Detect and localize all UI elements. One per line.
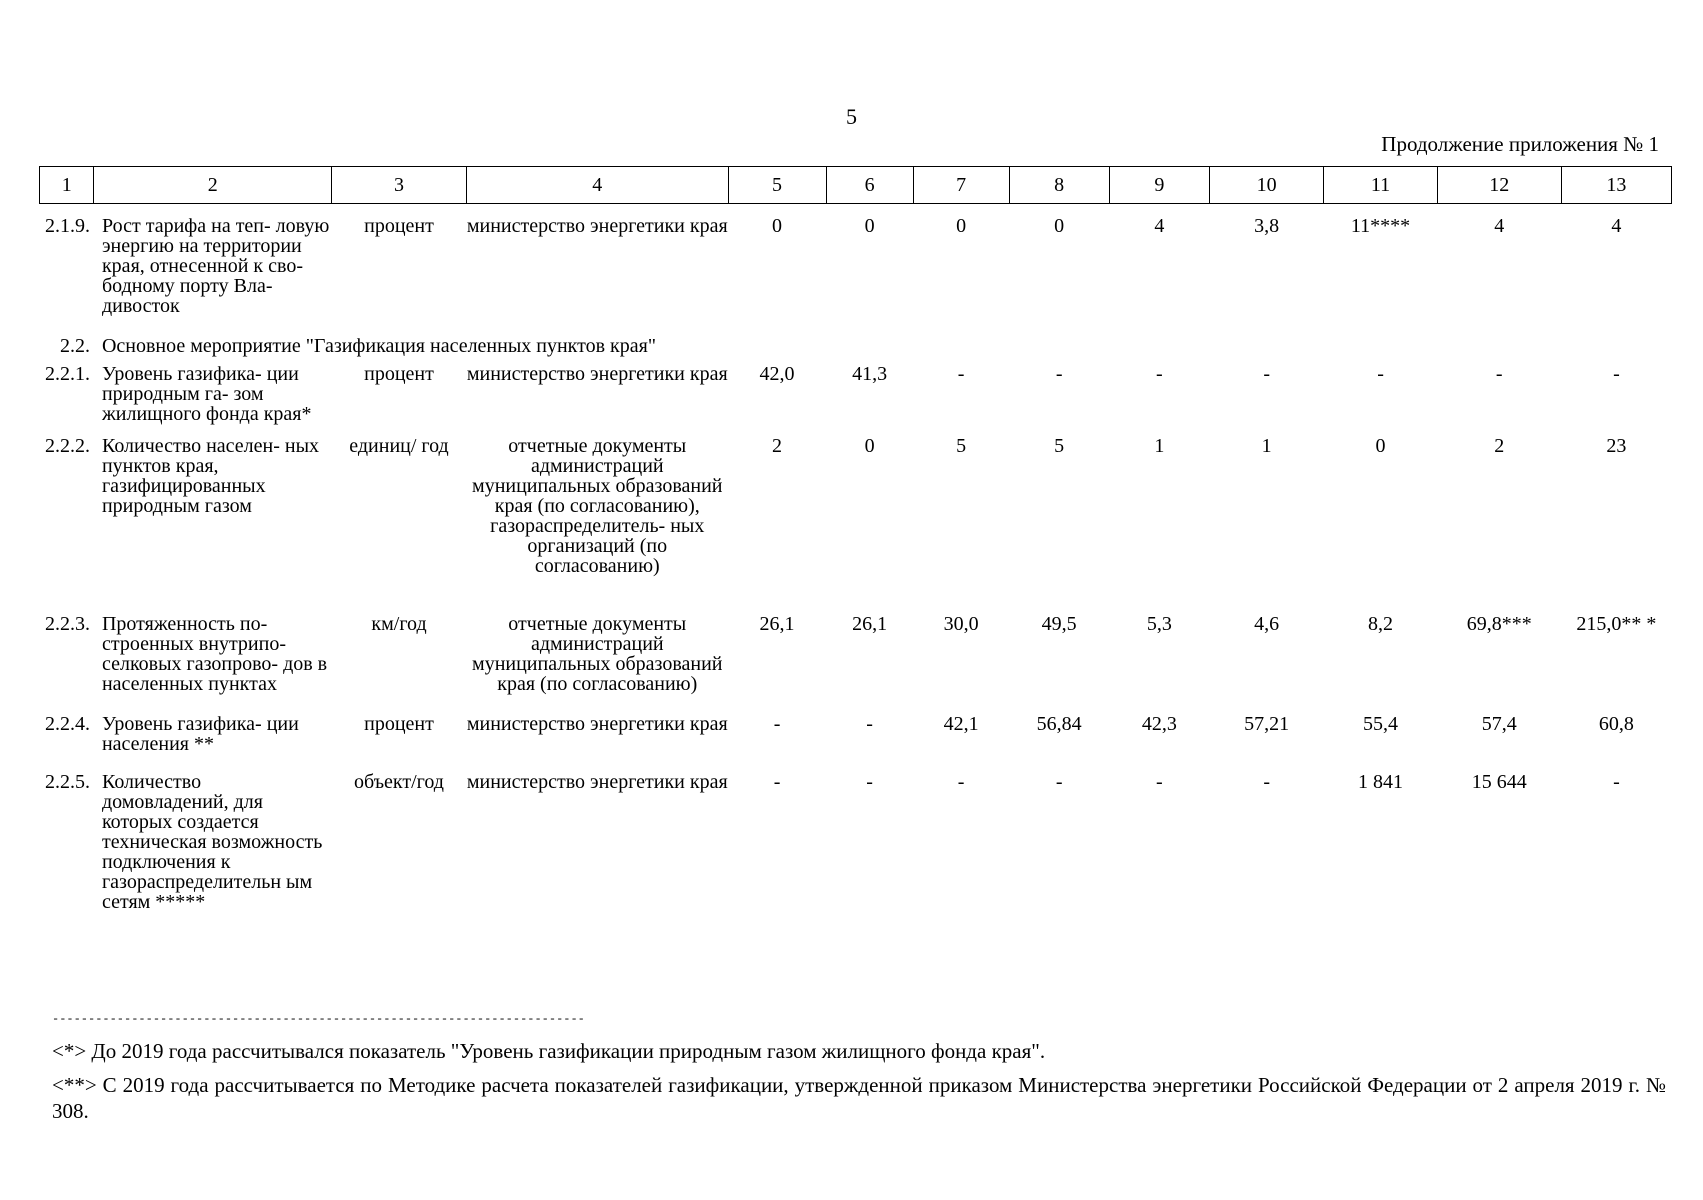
column-header: 9 (1109, 167, 1209, 204)
section-title: Основное мероприятие "Газификация населенных пунктов края" (101, 334, 657, 357)
column-header: 8 (1009, 167, 1109, 204)
value-cell: - (866, 770, 873, 793)
value-cell: 4 (1611, 215, 1622, 237)
table-row (40, 356, 1672, 428)
value-cell: 55,4 (1363, 712, 1399, 735)
table-row (40, 588, 1672, 694)
value-cell: 0 (864, 215, 875, 237)
footnote-2: <**> С 2019 года рассчитывается по Методике расчета показателей газификации, утвержденной приказом Министерства энергетики Российской Федерации от 2 апреля 2019 г. № 308. (52, 1073, 1666, 1123)
unit-cell: единиц/ год (349, 434, 449, 457)
indicator-name: Уровень газифика- ции природным га- зом жилищного фонда края* (101, 362, 312, 425)
value-cell: - (866, 712, 873, 735)
unit-cell: процент (364, 712, 434, 735)
footnote-rule: -------------------------------------------------------------------------- (52, 1012, 585, 1026)
value-cell: 30,0 (943, 612, 979, 635)
row-number: 2.2.3. (44, 612, 90, 635)
value-cell: 26,1 (852, 612, 888, 635)
column-header: 3 (331, 167, 466, 204)
indicator-name: Протяженность по- строенных внутрипо- селковых газопрово- дов в населенных пунктах (101, 612, 328, 695)
value-cell: 3,8 (1254, 215, 1280, 237)
column-header: 5 (728, 167, 826, 204)
source-cell: отчетные документы администраций муниципальных образований края (по согласованию) (472, 612, 723, 695)
value-cell: - (1055, 770, 1063, 793)
column-header: 2 (94, 167, 332, 204)
value-cell: 0 (956, 215, 967, 237)
value-cell: 42,3 (1141, 712, 1177, 735)
value-cell: - (1263, 770, 1271, 793)
column-header: 10 (1209, 167, 1323, 204)
value-cell: - (1263, 362, 1271, 385)
column-header: 7 (913, 167, 1009, 204)
source-cell: министерство энергетики края (466, 770, 728, 793)
value-cell: - (1156, 362, 1163, 385)
value-cell: 15 644 (1471, 770, 1527, 793)
unit-cell: км/год (371, 612, 427, 635)
row-number: 2.2.1. (44, 362, 90, 385)
value-cell: 57,4 (1481, 712, 1517, 735)
value-cell: 23 (1606, 434, 1627, 457)
table-row (40, 694, 1672, 754)
row-number: 2.2.5. (44, 770, 90, 793)
value-cell: 1 (1154, 434, 1165, 457)
section-row (40, 326, 1672, 356)
value-cell: 69,8*** (1466, 612, 1532, 635)
footnotes (52, 1006, 1666, 1132)
value-cell: 42,1 (943, 712, 979, 735)
row-number: 2.2.4. (44, 712, 90, 735)
value-cell: 2 (772, 434, 783, 457)
value-cell: 0 (1054, 215, 1065, 237)
row-number: 2.2. (59, 334, 90, 357)
value-cell: 215,0** * (1576, 612, 1657, 635)
column-header: 11 (1324, 167, 1437, 204)
column-header: 12 (1437, 167, 1561, 204)
indicators-table (39, 166, 1672, 914)
value-cell: 60,8 (1598, 712, 1634, 735)
table-row (40, 204, 1672, 326)
column-header: 6 (826, 167, 913, 204)
unit-cell: объект/год (354, 770, 444, 793)
value-cell: - (773, 712, 781, 735)
value-cell: 4,6 (1254, 612, 1280, 635)
value-cell: 11**** (1350, 215, 1411, 237)
source-cell: министерство энергетики края (466, 362, 728, 385)
value-cell: - (1377, 362, 1384, 385)
value-cell: - (773, 770, 781, 793)
value-cell: - (957, 770, 965, 793)
value-cell: 4 (1494, 215, 1505, 237)
value-cell: 0 (1375, 434, 1386, 457)
row-number: 2.1.9. (44, 215, 90, 237)
value-cell: - (1613, 770, 1620, 793)
value-cell: 49,5 (1041, 612, 1077, 635)
value-cell: - (1495, 362, 1503, 385)
value-cell: - (1613, 362, 1620, 385)
unit-cell: процент (364, 215, 434, 237)
table-row (40, 428, 1672, 588)
value-cell: 8,2 (1368, 612, 1394, 635)
value-cell: 41,3 (852, 362, 888, 385)
source-cell: министерство энергетики края (466, 712, 728, 735)
value-cell: 42,0 (759, 362, 795, 385)
indicator-name: Количество населен- ных пунктов края, газифицированных природным газом (101, 434, 320, 517)
column-header: 4 (467, 167, 728, 204)
value-cell: 56,84 (1036, 712, 1082, 735)
value-cell: 1 (1261, 434, 1272, 457)
table-row (40, 754, 1672, 914)
value-cell: 5,3 (1146, 612, 1172, 635)
column-header: 13 (1561, 167, 1671, 204)
value-cell: 4 (1154, 215, 1165, 237)
value-cell: 0 (864, 434, 875, 457)
value-cell: 57,21 (1244, 712, 1290, 735)
continuation-label: Продолжение приложения № 1 (1381, 132, 1659, 156)
value-cell: 0 (772, 215, 783, 237)
value-cell: - (957, 362, 965, 385)
indicator-name: Уровень газифика- ции населения ** (101, 712, 299, 755)
source-cell: министерство энергетики края (466, 215, 728, 237)
row-number: 2.2.2. (44, 434, 90, 457)
page-number: 5 (846, 104, 857, 129)
value-cell: 5 (956, 434, 967, 457)
source-cell: отчетные документы администраций муниципальных образований края (по согласованию), газораспределитель- ных организаций (по согласованию) (472, 434, 723, 577)
unit-cell: процент (364, 362, 434, 385)
value-cell: 26,1 (759, 612, 795, 635)
indicator-name: Рост тарифа на теп- ловую энергию на территории края, отнесенной к сво- бодному порту Вла- дивосток (101, 215, 330, 317)
indicator-name: Количество домовладений, для которых создается техническая возможность подключения к газораспределительн ым сетям ***** (101, 770, 323, 913)
column-header: 1 (40, 167, 94, 204)
column-number-header (40, 167, 1672, 204)
value-cell: 2 (1494, 434, 1505, 457)
footnote-1: <*> До 2019 года рассчитывался показатель "Уровень газификации природным газом жилищного фонда края". (52, 1039, 1046, 1063)
value-cell: 5 (1054, 434, 1065, 457)
value-cell: - (1055, 362, 1063, 385)
value-cell: 1 841 (1358, 770, 1404, 793)
value-cell: - (1156, 770, 1163, 793)
